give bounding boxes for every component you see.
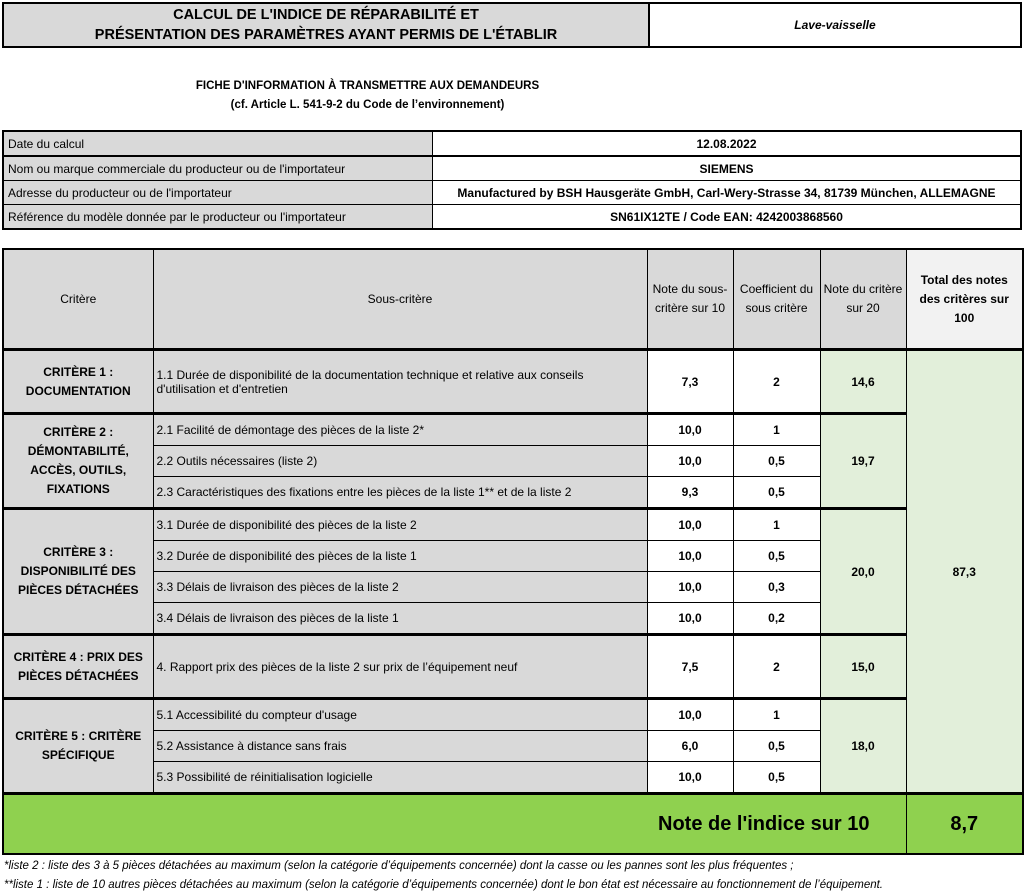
table-row — [3, 350, 1023, 414]
subcriterion-label: 3.4 Délais de livraison des pièces de la liste 1 — [153, 603, 647, 635]
header-total: Total des notes des critères sur 100 — [906, 249, 1023, 350]
index-row — [3, 794, 1023, 855]
subcriterion-coef: 0,5 — [733, 762, 820, 794]
report-title — [4, 4, 650, 46]
subcriterion-note: 10,0 — [647, 603, 733, 635]
subcriterion-note: 6,0 — [647, 731, 733, 762]
header-coef: Coefficient du sous critère — [733, 249, 820, 350]
info-row-date — [3, 131, 1021, 156]
table-row — [3, 509, 1023, 541]
subcriterion-label: 4. Rapport prix des pièces de la liste 2 sur prix de l’équipement neuf — [153, 635, 647, 699]
table-header-row — [3, 249, 1023, 350]
criterion-4-name: CRITÈRE 4 : PRIX DES PIÈCES DÉTACHÉES — [3, 635, 153, 699]
footnote-liste1: **liste 1 : liste de 10 autres pièces détachées au maximum (selon la catégorie d’équipements concernée) dont le bon état est nécessaire au fonctionnement de l’équipement. — [4, 879, 883, 891]
info-label: Date du calcul — [3, 131, 433, 156]
criteria-table — [2, 248, 1024, 855]
subcriterion-coef: 0,5 — [733, 731, 820, 762]
subcriterion-label: 1.1 Durée de disponibilité de la documentation technique et relative aux conseils d'utilisation et d'entretien — [153, 350, 647, 414]
subcriterion-label: 2.3 Caractéristiques des fixations entre les pièces de la liste 1** et de la liste 2 — [153, 477, 647, 509]
subcriterion-coef: 0,3 — [733, 572, 820, 603]
subtitle — [0, 77, 735, 115]
subcriterion-note: 10,0 — [647, 762, 733, 794]
report-title-line1: CALCUL DE L'INDICE DE RÉPARABILITÉ ET — [173, 7, 479, 23]
index-value: 8,7 — [906, 794, 1023, 855]
criterion-4-note20: 15,0 — [820, 635, 906, 699]
subcriterion-label: 2.2 Outils nécessaires (liste 2) — [153, 446, 647, 477]
subcriterion-coef: 0,5 — [733, 541, 820, 572]
subcriterion-note: 10,0 — [647, 572, 733, 603]
subtitle-line1: FICHE D'INFORMATION À TRANSMETTRE AUX DEMANDEURS — [195, 80, 540, 92]
header-note10: Note du sous-critère sur 10 — [647, 249, 733, 350]
criterion-3-name: CRITÈRE 3 : DISPONIBILITÉ DES PIÈCES DÉTACHÉES — [3, 509, 153, 635]
subcriterion-coef: 0,5 — [733, 477, 820, 509]
info-value: SIEMENS — [433, 156, 1022, 181]
subcriterion-note: 9,3 — [647, 477, 733, 509]
criterion-2-note20: 19,7 — [820, 414, 906, 509]
subcriterion-coef: 0,5 — [733, 446, 820, 477]
subcriterion-note: 10,0 — [647, 699, 733, 731]
info-label: Adresse du producteur ou de l'importateur — [3, 181, 433, 205]
info-value: Manufactured by BSH Hausgeräte GmbH, Carl-Wery-Strasse 34, 81739 München, ALLEMAGNE — [433, 181, 1022, 205]
index-label: Note de l'indice sur 10 — [3, 794, 906, 855]
info-label: Référence du modèle donnée par le producteur ou l'importateur — [3, 205, 433, 230]
subcriterion-label: 5.1 Accessibilité du compteur d'usage — [153, 699, 647, 731]
report-title-line2: PRÉSENTATION DES PARAMÈTRES AYANT PERMIS DE L'ÉTABLIR — [94, 27, 558, 43]
criterion-1-name: CRITÈRE 1 : DOCUMENTATION — [3, 350, 153, 414]
subcriterion-label: 3.3 Délais de livraison des pièces de la liste 2 — [153, 572, 647, 603]
total-notes: 87,3 — [906, 350, 1023, 794]
info-row-brand — [3, 156, 1021, 181]
table-row — [3, 635, 1023, 699]
report-header — [2, 2, 1022, 48]
subcriterion-coef: 1 — [733, 509, 820, 541]
footnotes — [4, 857, 1022, 895]
subcriterion-coef: 1 — [733, 414, 820, 446]
table-row — [3, 414, 1023, 446]
info-table — [2, 130, 1022, 230]
subcriterion-note: 10,0 — [647, 541, 733, 572]
info-label: Nom ou marque commerciale du producteur ou de l'importateur — [3, 156, 433, 181]
table-row — [3, 699, 1023, 731]
info-value: SN61IX12TE / Code EAN: 4242003868560 — [433, 205, 1022, 230]
subcriterion-label: 5.3 Possibilité de réinitialisation logicielle — [153, 762, 647, 794]
subcriterion-note: 10,0 — [647, 509, 733, 541]
info-value: 12.08.2022 — [433, 131, 1022, 156]
subcriterion-coef: 1 — [733, 699, 820, 731]
footnote-liste2: *liste 2 : liste des 3 à 5 pièces détachées au maximum (selon la catégorie d’équipements concernée) dont la casse ou les pannes sont les plus fréquentes ; — [4, 860, 794, 872]
subcriterion-label: 5.2 Assistance à distance sans frais — [153, 731, 647, 762]
subcriterion-note: 7,5 — [647, 635, 733, 699]
subcriterion-note: 10,0 — [647, 414, 733, 446]
header-sous-critere: Sous-critère — [153, 249, 647, 350]
subcriterion-coef: 0,2 — [733, 603, 820, 635]
subcriterion-label: 3.1 Durée de disponibilité des pièces de la liste 2 — [153, 509, 647, 541]
subcriterion-note: 7,3 — [647, 350, 733, 414]
criterion-3-note20: 20,0 — [820, 509, 906, 635]
info-row-address — [3, 181, 1021, 205]
product-type: Lave-vaisselle — [794, 18, 876, 32]
criterion-5-note20: 18,0 — [820, 699, 906, 794]
subcriterion-label: 2.1 Facilité de démontage des pièces de la liste 2* — [153, 414, 647, 446]
subcriterion-label: 3.2 Durée de disponibilité des pièces de la liste 1 — [153, 541, 647, 572]
subtitle-line2: (cf. Article L. 541-9-2 du Code de l’environnement) — [230, 99, 505, 111]
subcriterion-note: 10,0 — [647, 446, 733, 477]
criterion-1-note20: 14,6 — [820, 350, 906, 414]
criterion-2-name: CRITÈRE 2 : DÉMONTABILITÉ, ACCÈS, OUTILS, FIXATIONS — [3, 414, 153, 509]
subcriterion-coef: 2 — [733, 635, 820, 699]
criterion-5-name: CRITÈRE 5 : CRITÈRE SPÉCIFIQUE — [3, 699, 153, 794]
info-row-model — [3, 205, 1021, 230]
header-note20: Note du critère sur 20 — [820, 249, 906, 350]
subcriterion-coef: 2 — [733, 350, 820, 414]
header-critere: Critère — [3, 249, 153, 350]
